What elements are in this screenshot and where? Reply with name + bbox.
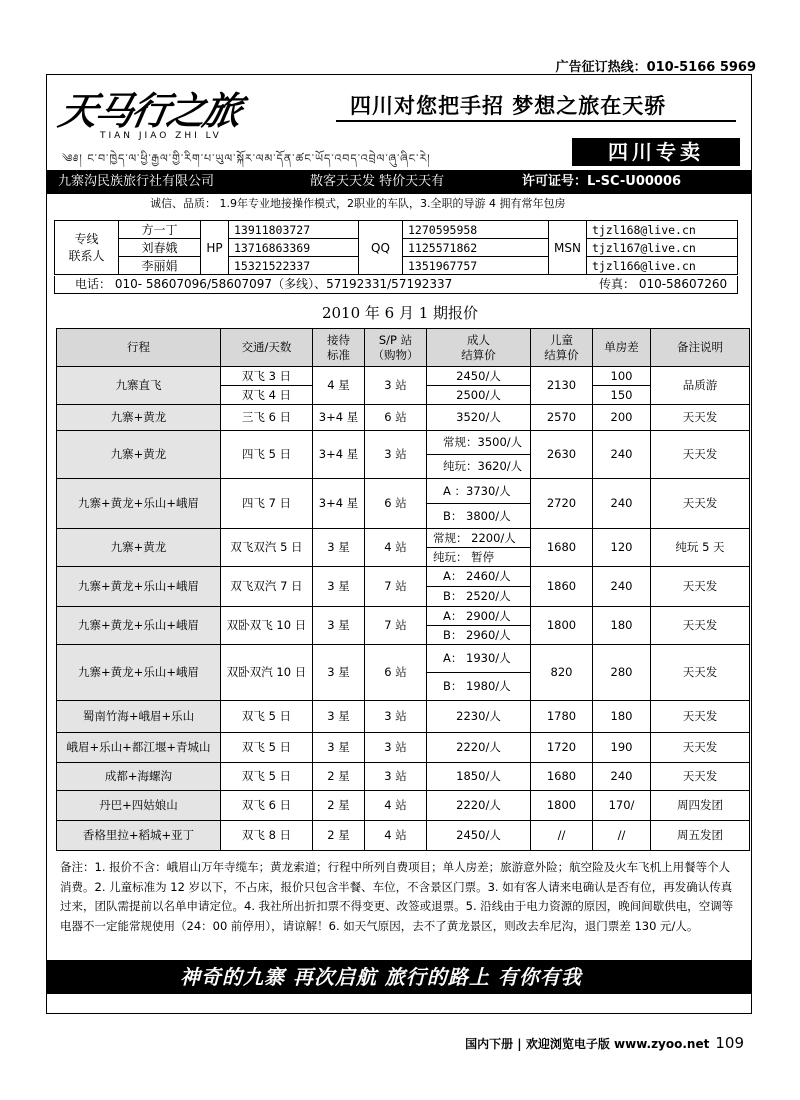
col-transport: 交通/天数: [221, 329, 313, 367]
adult-cell: A ：3730/人: [427, 479, 531, 504]
page-footer: [465, 1034, 744, 1052]
remark-cell: 天天发: [651, 479, 750, 529]
col-single: 单房差: [593, 329, 651, 367]
single-cell: 100: [593, 367, 651, 386]
remark-cell: 天天发: [651, 763, 750, 791]
single-cell: 280: [593, 645, 651, 701]
shops-cell: 3 站: [365, 763, 427, 791]
single-cell: 240: [593, 567, 651, 607]
transport-cell: 四飞 7 日: [221, 479, 313, 529]
child-cell: 1720: [531, 733, 593, 763]
table-row: [57, 529, 750, 548]
qq-label: QQ: [359, 221, 403, 275]
table-row: [57, 645, 750, 673]
route-cell: 九寨+黄龙+乐山+峨眉: [57, 607, 221, 645]
route-cell: 九寨+黄龙+乐山+峨眉: [57, 567, 221, 607]
contact-table: [54, 220, 738, 275]
transport-cell: 双飞 4 日: [221, 386, 313, 405]
shops-cell: 6 站: [365, 645, 427, 701]
remark-cell: 品质游: [651, 367, 750, 405]
table-row: [57, 567, 750, 587]
child-cell: 1680: [531, 529, 593, 567]
contact-hp[interactable]: 15321522337: [229, 257, 359, 275]
adult-cell: B： 2520/人: [427, 587, 531, 607]
shops-cell: 7 站: [365, 607, 427, 645]
route-cell: 九寨直飞: [57, 367, 221, 405]
adult-cell: 2220/人: [427, 791, 531, 821]
contact-hp[interactable]: 13911803727: [229, 221, 359, 239]
transport-cell: 双飞双汽 5 日: [221, 529, 313, 567]
col-adult: 成人 结算价: [427, 329, 531, 367]
standard-cell: 2 星: [313, 763, 365, 791]
contact-msn[interactable]: tjzl167@live.cn: [586, 239, 737, 257]
table-row: [57, 791, 750, 821]
phone-numbers[interactable]: 电话： 010- 58607096/58607097（多线）、57192331/57192337: [75, 277, 453, 291]
adult-cell: 1850/人: [427, 763, 531, 791]
ad-hotline: 广告征订热线：010-5166 5969: [555, 60, 756, 75]
route-cell: 九寨+黄龙+乐山+峨眉: [57, 645, 221, 701]
shops-cell: 4 站: [365, 529, 427, 567]
shops-cell: 6 站: [365, 405, 427, 431]
remark-cell: 天天发: [651, 607, 750, 645]
shops-cell: 3 站: [365, 733, 427, 763]
adult-cell: B： 1980/人: [427, 673, 531, 701]
contact-qq[interactable]: 1125571862: [403, 239, 549, 257]
remark-cell: 天天发: [651, 405, 750, 431]
col-shops: S/P 站 （购物）: [365, 329, 427, 367]
adult-cell: B： 2960/人: [427, 626, 531, 645]
contact-label: 专线 联系人: [55, 221, 119, 275]
shops-cell: 6 站: [365, 479, 427, 529]
tibetan-text: ༄༅། ང་བ་ཁྱེད་ལ་ཕྱི་རྒྱལ་གྱི་རིག་པ་ཡུལ་སྐོར་ལམ་དོན་ཚང་ཡོད་འབད་འབྲེལ་ཞུ་ཞིང་རེ།: [62, 152, 431, 165]
shops-cell: 3 站: [365, 701, 427, 733]
contact-hp[interactable]: 13716863369: [229, 239, 359, 257]
transport-cell: 双卧双飞 10 日: [221, 607, 313, 645]
route-cell: 蜀南竹海+峨眉+乐山: [57, 701, 221, 733]
table-row: [57, 701, 750, 733]
contact-msn[interactable]: tjzl168@live.cn: [586, 221, 737, 239]
transport-cell: 双飞 5 日: [221, 733, 313, 763]
adult-cell: A： 1930/人: [427, 645, 531, 673]
sichuan-badge: 四川专卖: [572, 138, 740, 166]
logo-subtitle: TIAN JIAO ZHI LV: [100, 131, 222, 141]
transport-cell: 双飞 5 日: [221, 701, 313, 733]
adult-cell: 纯玩： 暂停: [427, 548, 531, 567]
company-bar: [46, 170, 752, 194]
adult-cell: 2220/人: [427, 733, 531, 763]
standard-cell: 3 星: [313, 607, 365, 645]
contact-name: 刘春娥: [119, 239, 201, 257]
adult-cell: 2450/人: [427, 821, 531, 851]
transport-cell: 双飞双汽 7 日: [221, 567, 313, 607]
company-name: 九寨沟民族旅行社有限公司: [58, 174, 215, 189]
transport-cell: 双飞 5 日: [221, 763, 313, 791]
header-slogan: 四川对您把手招 梦想之旅在天骄: [350, 94, 667, 118]
route-cell: 九寨+黄龙: [57, 405, 221, 431]
col-remark: 备注说明: [651, 329, 750, 367]
quality-statement: 诚信、品质： 1.9年专业地接操作模式，2职业的车队，3.全职的导游 4 拥有常年包房: [150, 197, 566, 210]
transport-cell: 双飞 6 日: [221, 791, 313, 821]
standard-cell: 3 星: [313, 529, 365, 567]
bottom-slogan: 神奇的九寨 再次启航 旅行的路上 有你有我: [46, 960, 752, 994]
company-tagline: 散客天天发 特价天天有: [310, 174, 445, 189]
msn-label: MSN: [549, 221, 587, 275]
standard-cell: 3 星: [313, 733, 365, 763]
route-cell: 九寨+黄龙: [57, 431, 221, 479]
remark-cell: 天天发: [651, 431, 750, 479]
adult-cell: 纯玩：3620/人: [427, 455, 531, 479]
transport-cell: 双飞 3 日: [221, 367, 313, 386]
adult-cell: 常规：3500/人: [427, 431, 531, 455]
page-number: 109: [715, 1034, 744, 1052]
transport-cell: 双卧双汽 10 日: [221, 645, 313, 701]
transport-cell: 四飞 5 日: [221, 431, 313, 479]
single-cell: 180: [593, 607, 651, 645]
child-cell: 1800: [531, 607, 593, 645]
adult-cell: 3520/人: [427, 405, 531, 431]
table-row: [57, 431, 750, 455]
adult-cell: B： 3800/人: [427, 504, 531, 529]
standard-cell: 4 星: [313, 367, 365, 405]
contact-qq[interactable]: 1270595958: [403, 221, 549, 239]
adult-cell: A： 2900/人: [427, 607, 531, 626]
table-row: [57, 405, 750, 431]
contact-name: 李丽娟: [119, 257, 201, 275]
single-cell: 200: [593, 405, 651, 431]
route-cell: 成都+海螺沟: [57, 763, 221, 791]
contact-name: 方一丁: [119, 221, 201, 239]
child-cell: 1680: [531, 763, 593, 791]
adult-cell: A： 2460/人: [427, 567, 531, 587]
table-row: [57, 733, 750, 763]
remark-cell: 周五发团: [651, 821, 750, 851]
route-cell: 峨眉+乐山+都江堰+青城山: [57, 733, 221, 763]
remark-cell: 天天发: [651, 567, 750, 607]
child-cell: 2130: [531, 367, 593, 405]
contact-msn[interactable]: tjzl166@live.cn: [586, 257, 737, 275]
table-row: [57, 763, 750, 791]
route-cell: 九寨+黄龙+乐山+峨眉: [57, 479, 221, 529]
fax-number[interactable]: 传真： 010-58607260: [599, 277, 728, 291]
table-row: [57, 367, 750, 386]
standard-cell: 3 星: [313, 645, 365, 701]
single-cell: 240: [593, 431, 651, 479]
single-cell: 190: [593, 733, 651, 763]
route-cell: 九寨+黄龙: [57, 529, 221, 567]
adult-cell: 常规： 2200/人: [427, 529, 531, 548]
standard-cell: 3 星: [313, 701, 365, 733]
price-title: 2010 年 6 月 1 期报价: [321, 304, 479, 322]
col-child: 儿童 结算价: [531, 329, 593, 367]
logo-script: 天马行之旅: [55, 88, 244, 133]
table-row: [57, 821, 750, 851]
standard-cell: 3+4 星: [313, 431, 365, 479]
child-cell: 2570: [531, 405, 593, 431]
remark-cell: 纯玩 5 天: [651, 529, 750, 567]
footer-text[interactable]: 国内下册 | 欢迎浏览电子版 www.zyoo.net: [465, 1037, 710, 1051]
slogan-underline: [336, 120, 736, 122]
col-route: 行程: [57, 329, 221, 367]
standard-cell: 3+4 星: [313, 405, 365, 431]
col-standard: 接待 标准: [313, 329, 365, 367]
single-cell: 170/: [593, 791, 651, 821]
child-cell: 2720: [531, 479, 593, 529]
table-header: [57, 329, 750, 367]
shops-cell: 4 站: [365, 791, 427, 821]
remark-cell: 周四发团: [651, 791, 750, 821]
phone-fax-row: [54, 276, 738, 294]
standard-cell: 3 星: [313, 567, 365, 607]
child-cell: 1800: [531, 791, 593, 821]
transport-cell: 三飞 6 日: [221, 405, 313, 431]
child-cell: 2630: [531, 431, 593, 479]
standard-cell: 2 星: [313, 821, 365, 851]
transport-cell: 双飞 8 日: [221, 821, 313, 851]
shops-cell: 4 站: [365, 821, 427, 851]
single-cell: 180: [593, 701, 651, 733]
single-cell: 240: [593, 479, 651, 529]
route-cell: 香格里拉+稻城+亚丁: [57, 821, 221, 851]
contact-qq[interactable]: 1351967757: [403, 257, 549, 275]
remark-cell: 天天发: [651, 733, 750, 763]
shops-cell: 3 站: [365, 367, 427, 405]
child-cell: 1780: [531, 701, 593, 733]
hp-label: HP: [201, 221, 229, 275]
notes-text: 备注：1. 报价不含：峨眉山万年寺缆车；黄龙索道；行程中所列自费项目；单人房差；旅游意外险；航空险及火车飞机上用餐等个人消费。2. 儿童标准为 12 岁以下，不占床，报价只包含半餐、车位，不含景区门票。3. 如有客人请来电确认是否有位，再发确认传真过来，团队需提前以名单申请定位。4. 我社所出折扣票不得变更、改签或退票。5. 沿线由于电力资源的原因，晚间间歇供电，空调等电器不一定能常规使用（24：00 前停用），请谅解！6. 如天气原因，去不了黄龙景区，则改去牟尼沟，退门票差 130 元/人。: [60, 860, 734, 933]
brand-logo: [55, 80, 310, 148]
adult-cell: 2500/人: [427, 386, 531, 405]
single-cell: 150: [593, 386, 651, 405]
table-row: [57, 607, 750, 626]
route-cell: 丹巴+四姑娘山: [57, 791, 221, 821]
child-cell: //: [531, 821, 593, 851]
license-number: 许可证号：L-SC-U00006: [522, 174, 682, 189]
shops-cell: 7 站: [365, 567, 427, 607]
remark-cell: 天天发: [651, 701, 750, 733]
single-cell: //: [593, 821, 651, 851]
adult-cell: 2230/人: [427, 701, 531, 733]
child-cell: 1860: [531, 567, 593, 607]
child-cell: 820: [531, 645, 593, 701]
remark-cell: 天天发: [651, 645, 750, 701]
standard-cell: 2 星: [313, 791, 365, 821]
table-row: [57, 479, 750, 504]
price-table: [56, 328, 750, 851]
adult-cell: 2450/人: [427, 367, 531, 386]
shops-cell: 3 站: [365, 431, 427, 479]
single-cell: 240: [593, 763, 651, 791]
single-cell: 120: [593, 529, 651, 567]
standard-cell: 3+4 星: [313, 479, 365, 529]
